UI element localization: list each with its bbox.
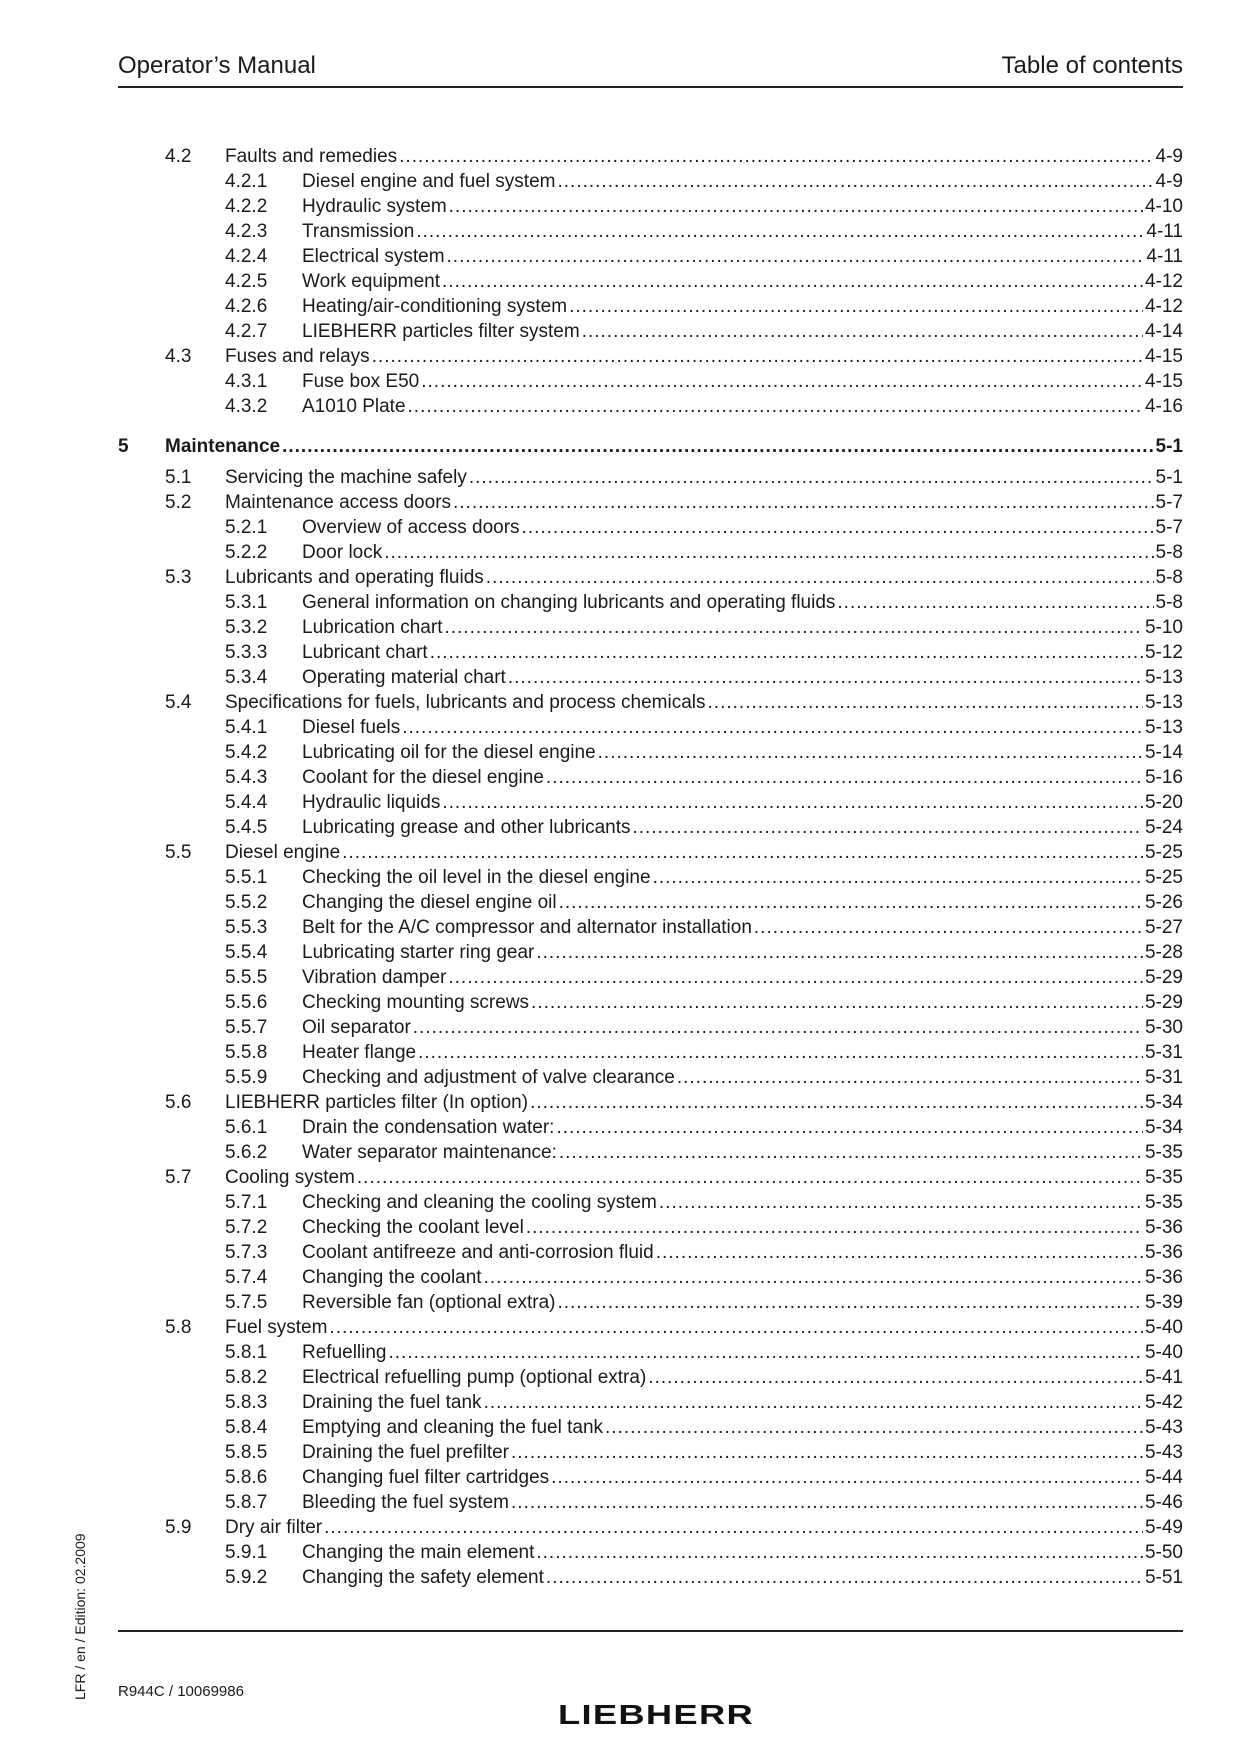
toc-leader-dots (582, 319, 1143, 344)
toc-entry[interactable] (118, 1340, 1183, 1365)
toc-number: 5.7.5 (225, 1292, 268, 1313)
toc-entry[interactable] (118, 890, 1183, 915)
toc-title: Overview of access doors (302, 517, 520, 538)
edition-label: LFR / en / Edition: 02.2009 (72, 1533, 88, 1700)
toc-leader-dots (708, 690, 1143, 715)
toc-title: Electrical refuelling pump (optional extra) (302, 1367, 647, 1388)
toc-title: Checking and cleaning the cooling system (302, 1192, 657, 1213)
toc-leader-dots (430, 640, 1143, 665)
toc-leader-dots (653, 865, 1143, 890)
toc-entry[interactable] (118, 244, 1183, 269)
toc-entry[interactable] (118, 840, 1183, 865)
toc-page-number: 5-36 (1144, 1242, 1183, 1263)
toc-page-number: 5-40 (1144, 1317, 1183, 1338)
toc-leader-dots (442, 790, 1143, 815)
toc-page-number: 5-43 (1144, 1417, 1183, 1438)
toc-number: 5.9.1 (225, 1542, 268, 1563)
toc-page-number: 4-15 (1144, 346, 1183, 367)
toc-title: Lubricant chart (302, 642, 428, 663)
toc-number: 5.3.4 (225, 667, 268, 688)
toc-page-number: 5-28 (1144, 942, 1183, 963)
toc-entry[interactable] (118, 1290, 1183, 1315)
toc-entry[interactable] (118, 1115, 1183, 1140)
toc-page-number: 4-11 (1146, 246, 1183, 267)
toc-title: Hydraulic system (302, 196, 447, 217)
toc-entry[interactable] (118, 990, 1183, 1015)
toc-title: Water separator maintenance: (302, 1142, 557, 1163)
toc-leader-dots (484, 1265, 1143, 1290)
toc-number: 5.9.2 (225, 1567, 268, 1588)
toc-number: 5.8.7 (225, 1492, 268, 1513)
toc-leader-dots (508, 665, 1143, 690)
toc-entry[interactable] (118, 615, 1183, 640)
toc-page-number: 5-10 (1144, 617, 1183, 638)
toc-leader-dots (677, 1065, 1143, 1090)
toc-leader-dots (531, 990, 1143, 1015)
toc-number: 5.8.4 (225, 1417, 268, 1438)
toc-leader-dots (648, 1365, 1143, 1390)
toc-leader-dots (484, 1390, 1143, 1415)
logo-text: LIEBHERR (558, 1700, 754, 1728)
manual-title: Operator’s Manual (118, 52, 316, 79)
toc-number: 5.1 (165, 467, 192, 488)
toc-number: 5.5.5 (225, 967, 268, 988)
toc-title: Fuse box E50 (302, 371, 420, 392)
toc-title: Checking the coolant level (302, 1217, 524, 1238)
toc-page-number: 4-11 (1146, 221, 1183, 242)
toc-entry[interactable] (118, 465, 1183, 490)
toc-page-number: 5-42 (1144, 1392, 1183, 1413)
toc-title: Diesel fuels (302, 717, 401, 738)
toc-title: Drain the condensation water: (302, 1117, 555, 1138)
toc-number: 5.5 (165, 842, 192, 863)
toc-leader-dots (546, 765, 1143, 790)
toc-title: Cooling system (225, 1167, 355, 1188)
toc-number: 5.3.3 (225, 642, 268, 663)
toc-leader-dots (557, 1290, 1143, 1315)
liebherr-logo (558, 1700, 754, 1728)
toc-page-number: 5-13 (1144, 667, 1183, 688)
toc-number: 5.2.1 (225, 517, 268, 538)
toc-entry[interactable] (118, 640, 1183, 665)
toc-title: Oil separator (302, 1017, 411, 1038)
toc-page-number: 5-8 (1155, 567, 1183, 588)
toc-number: 5.5.1 (225, 867, 268, 888)
toc-page-number: 5-12 (1144, 642, 1183, 663)
toc-number: 5.5.2 (225, 892, 268, 913)
toc-page-number: 5-43 (1144, 1442, 1183, 1463)
toc-page-number: 4-15 (1144, 371, 1183, 392)
toc-leader-dots (329, 1315, 1143, 1340)
toc-entry[interactable] (118, 1540, 1183, 1565)
toc-leader-dots (559, 1140, 1143, 1165)
toc-leader-dots (342, 840, 1143, 865)
toc-title: Draining the fuel tank (302, 1392, 482, 1413)
toc-page-number: 5-20 (1144, 792, 1183, 813)
toc-title: Work equipment (302, 271, 440, 292)
toc-number: 5.7.2 (225, 1217, 268, 1238)
toc-number: 5.5.7 (225, 1017, 268, 1038)
toc-entry[interactable] (118, 194, 1183, 219)
toc-leader-dots (511, 1490, 1143, 1515)
toc-page-number: 5-39 (1144, 1292, 1183, 1313)
toc-page-number: 5-13 (1144, 717, 1183, 738)
toc-title: Fuses and relays (225, 346, 370, 367)
page-header (118, 52, 1183, 88)
toc-entry[interactable] (118, 219, 1183, 244)
toc-number: 5.8.1 (225, 1342, 268, 1363)
toc-page-number: 5-36 (1144, 1267, 1183, 1288)
toc-page-number: 5-35 (1144, 1192, 1183, 1213)
toc-entry[interactable] (118, 940, 1183, 965)
toc-number: 4.2.6 (225, 296, 268, 317)
toc-entry[interactable] (118, 269, 1183, 294)
toc-entry[interactable] (118, 394, 1183, 419)
toc-page-number: 5-31 (1144, 1042, 1183, 1063)
toc-leader-dots (536, 1540, 1143, 1565)
section-title: Table of contents (1001, 52, 1183, 79)
toc-number: 5.4.5 (225, 817, 268, 838)
toc-title: Emptying and cleaning the fuel tank (302, 1417, 604, 1438)
toc-page-number: 5-25 (1144, 842, 1183, 863)
toc-entry[interactable] (118, 1040, 1183, 1065)
toc-page-number: 5-29 (1144, 992, 1183, 1013)
toc-page-number: 4-16 (1144, 396, 1183, 417)
toc-page-number: 5-35 (1144, 1142, 1183, 1163)
toc-leader-dots (469, 465, 1154, 490)
toc-page-number: 5-14 (1144, 742, 1183, 763)
toc-title: Draining the fuel prefilter (302, 1442, 509, 1463)
toc-number: 5.7.4 (225, 1267, 268, 1288)
toc-number: 5.4.4 (225, 792, 268, 813)
toc-page-number: 5-49 (1144, 1517, 1183, 1538)
toc-entry[interactable] (118, 790, 1183, 815)
toc-entry[interactable] (118, 965, 1183, 990)
toc-number: 5.4.2 (225, 742, 268, 763)
toc-number: 5.7.1 (225, 1192, 268, 1213)
edition-sidebar (72, 1520, 92, 1720)
toc-number: 5.9 (165, 1517, 192, 1538)
toc-number: 4.2.1 (225, 171, 268, 192)
toc-entry[interactable] (118, 369, 1183, 394)
toc-title: Dry air filter (225, 1517, 323, 1538)
toc-leader-dots (559, 890, 1143, 915)
toc-title: Maintenance access doors (225, 492, 452, 513)
toc-leader-dots (556, 1115, 1143, 1140)
toc-number: 5.5.8 (225, 1042, 268, 1063)
toc-number: 4.2.4 (225, 246, 268, 267)
toc-leader-dots (372, 344, 1143, 369)
toc-number: 4.2 (165, 146, 192, 167)
toc-title: Heater flange (302, 1042, 417, 1063)
toc-page-number: 5-34 (1144, 1117, 1183, 1138)
toc-title: Checking the oil level in the diesel engine (302, 867, 651, 888)
toc-number: 4.3.2 (225, 396, 268, 417)
toc-title: Changing the main element (302, 1542, 535, 1563)
toc-page-number: 5-51 (1144, 1567, 1183, 1588)
toc-title: Lubricants and operating fluids (225, 567, 484, 588)
toc-number: 5.8.2 (225, 1367, 268, 1388)
toc-title: Lubrication chart (302, 617, 443, 638)
toc-title: Vibration damper (302, 967, 447, 988)
toc-entry[interactable] (118, 169, 1183, 194)
toc-leader-dots (324, 1515, 1143, 1540)
toc-title: Coolant for the diesel engine (302, 767, 544, 788)
toc-entry[interactable] (118, 1565, 1183, 1590)
toc-page-number: 5-7 (1155, 517, 1183, 538)
toc-leader-dots (632, 815, 1142, 840)
toc-number: 5.4.1 (225, 717, 268, 738)
toc-title: Diesel engine (225, 842, 341, 863)
toc-leader-dots (659, 1190, 1143, 1215)
toc-page-number: 5-41 (1144, 1367, 1183, 1388)
toc-page-number: 4-12 (1144, 296, 1183, 317)
toc-entry[interactable] (118, 540, 1183, 565)
toc-entry[interactable] (118, 1390, 1183, 1415)
toc-page-number: 5-50 (1144, 1542, 1183, 1563)
toc-page-number: 5-36 (1144, 1217, 1183, 1238)
toc-number: 4.2.7 (225, 321, 268, 342)
toc-title: Coolant antifreeze and anti-corrosion fluid (302, 1242, 654, 1263)
toc-title: Hydraulic liquids (302, 792, 441, 813)
toc-title: Door lock (302, 542, 383, 563)
toc-leader-dots (357, 1165, 1143, 1190)
toc-title: Checking mounting screws (302, 992, 530, 1013)
toc-number: 4.2.5 (225, 271, 268, 292)
toc-entry[interactable] (118, 490, 1183, 515)
toc-entry[interactable] (118, 1240, 1183, 1265)
toc-leader-dots (605, 1415, 1143, 1440)
toc-number: 5.6.1 (225, 1117, 268, 1138)
toc-entry[interactable] (118, 429, 1183, 465)
toc-leader-dots (413, 1015, 1143, 1040)
toc-title: General information on changing lubricants and operating fluids (302, 592, 836, 613)
toc-leader-dots (402, 715, 1143, 740)
document-id: R944C / 10069986 (118, 1683, 244, 1700)
toc-entry[interactable] (118, 740, 1183, 765)
toc-page-number: 5-25 (1144, 867, 1183, 888)
toc-entry[interactable] (118, 1490, 1183, 1515)
toc-title: Maintenance (165, 436, 281, 457)
toc-entry[interactable] (118, 319, 1183, 344)
toc-page-number: 4-9 (1155, 146, 1183, 167)
toc-page-number: 5-26 (1144, 892, 1183, 913)
toc-page-number: 5-34 (1144, 1092, 1183, 1113)
toc-leader-dots (656, 1240, 1143, 1265)
toc-title: Servicing the machine safely (225, 467, 467, 488)
toc-title: Fuel system (225, 1317, 328, 1338)
toc-title: LIEBHERR particles filter system (302, 321, 580, 342)
toc-number: 5.5.6 (225, 992, 268, 1013)
toc-entry[interactable] (118, 144, 1183, 169)
toc-number: 5.4.3 (225, 767, 268, 788)
toc-leader-dots (557, 169, 1153, 194)
toc-number: 5.5.9 (225, 1067, 268, 1088)
toc-leader-dots (449, 194, 1143, 219)
toc-leader-dots (453, 490, 1154, 515)
toc-leader-dots (536, 940, 1143, 965)
toc-entry[interactable] (118, 1515, 1183, 1540)
toc-leader-dots (598, 740, 1143, 765)
toc-leader-dots (551, 1465, 1143, 1490)
toc-title: Checking and adjustment of valve clearance (302, 1067, 675, 1088)
footer-divider (118, 1630, 1183, 1632)
toc-leader-dots (416, 219, 1144, 244)
toc-entry[interactable] (118, 515, 1183, 540)
toc-page-number: 5-8 (1155, 542, 1183, 563)
toc-number: 5.8.6 (225, 1467, 268, 1488)
toc-leader-dots (530, 1090, 1143, 1115)
toc-leader-dots (448, 965, 1143, 990)
toc-entry[interactable] (118, 1015, 1183, 1040)
toc-leader-dots (447, 244, 1145, 269)
toc-number: 5.7.3 (225, 1242, 268, 1263)
toc-number: 5.7 (165, 1167, 192, 1188)
toc-page-number: 5-1 (1155, 467, 1183, 488)
toc-leader-dots (399, 144, 1153, 169)
toc-entry[interactable] (118, 690, 1183, 715)
toc-title: Faults and remedies (225, 146, 398, 167)
toc-title: Changing the safety element (302, 1567, 544, 1588)
toc-leader-dots (282, 429, 1153, 465)
toc-page-number: 4-12 (1144, 271, 1183, 292)
toc-number: 4.3.1 (225, 371, 268, 392)
toc-number: 5.8 (165, 1317, 192, 1338)
toc-title: Electrical system (302, 246, 445, 267)
toc-page-number: 5-46 (1144, 1492, 1183, 1513)
toc-title: Bleeding the fuel system (302, 1492, 510, 1513)
toc-title: Changing the diesel engine oil (302, 892, 557, 913)
toc-leader-dots (389, 1340, 1143, 1365)
toc-entry[interactable] (118, 815, 1183, 840)
toc-title: Belt for the A/C compressor and alternator installation (302, 917, 752, 938)
toc-entry[interactable] (118, 1190, 1183, 1215)
toc-entry[interactable] (118, 1065, 1183, 1090)
toc-entry[interactable] (118, 1465, 1183, 1490)
toc-entry[interactable] (118, 715, 1183, 740)
toc-entry[interactable] (118, 765, 1183, 790)
toc-title: Changing fuel filter cartridges (302, 1467, 550, 1488)
toc-number: 4.3 (165, 346, 192, 367)
toc-page-number: 5-8 (1155, 592, 1183, 613)
toc-leader-dots (408, 394, 1143, 419)
toc-leader-dots (421, 369, 1143, 394)
toc-number: 5.4 (165, 692, 192, 713)
toc-page-number: 5-16 (1144, 767, 1183, 788)
toc-leader-dots (486, 565, 1154, 590)
toc-number: 4.2.3 (225, 221, 268, 242)
toc-leader-dots (526, 1215, 1143, 1240)
toc-entry[interactable] (118, 1090, 1183, 1115)
toc-entry[interactable] (118, 865, 1183, 890)
toc-page-number: 5-40 (1144, 1342, 1183, 1363)
toc-title: Heating/air-conditioning system (302, 296, 568, 317)
toc-leader-dots (418, 1040, 1143, 1065)
toc-entry[interactable] (118, 1440, 1183, 1465)
table-of-contents (118, 144, 1183, 1590)
toc-entry[interactable] (118, 915, 1183, 940)
toc-number: 5.2 (165, 492, 192, 513)
toc-title: Lubricating oil for the diesel engine (302, 742, 596, 763)
toc-entry[interactable] (118, 1140, 1183, 1165)
toc-leader-dots (442, 269, 1143, 294)
toc-title: A1010 Plate (302, 396, 406, 417)
toc-title: Refuelling (302, 1342, 387, 1363)
toc-page-number: 4-10 (1144, 196, 1183, 217)
toc-number: 5.5.3 (225, 917, 268, 938)
toc-number: 5.6.2 (225, 1142, 268, 1163)
toc-page-number: 5-27 (1144, 917, 1183, 938)
toc-number: 5.8.5 (225, 1442, 268, 1463)
toc-page-number: 5-7 (1155, 492, 1183, 513)
toc-number: 5 (118, 436, 129, 457)
toc-page-number: 5-35 (1144, 1167, 1183, 1188)
toc-page-number: 4-9 (1155, 171, 1183, 192)
toc-leader-dots (546, 1565, 1143, 1590)
toc-leader-dots (444, 615, 1143, 640)
toc-leader-dots (754, 915, 1143, 940)
toc-entry[interactable] (118, 665, 1183, 690)
toc-title: Specifications for fuels, lubricants and process chemicals (225, 692, 706, 713)
toc-number: 5.8.3 (225, 1392, 268, 1413)
toc-entry[interactable] (118, 590, 1183, 615)
toc-page-number: 5-1 (1155, 436, 1183, 457)
toc-entry[interactable] (118, 565, 1183, 590)
toc-entry[interactable] (118, 1265, 1183, 1290)
toc-page-number: 5-30 (1144, 1017, 1183, 1038)
toc-number: 5.5.4 (225, 942, 268, 963)
toc-page-number: 5-29 (1144, 967, 1183, 988)
toc-entry[interactable] (118, 1215, 1183, 1240)
toc-page-number: 4-14 (1144, 321, 1183, 342)
toc-page-number: 5-44 (1144, 1467, 1183, 1488)
toc-entry[interactable] (118, 344, 1183, 369)
toc-number: 4.2.2 (225, 196, 268, 217)
toc-leader-dots (384, 540, 1153, 565)
toc-leader-dots (569, 294, 1143, 319)
toc-page-number: 5-31 (1144, 1067, 1183, 1088)
toc-title: LIEBHERR particles filter (In option) (225, 1092, 529, 1113)
toc-number: 5.3 (165, 567, 192, 588)
toc-entry[interactable] (118, 1365, 1183, 1390)
toc-entry[interactable] (118, 1315, 1183, 1340)
toc-leader-dots (522, 515, 1154, 540)
toc-leader-dots (837, 590, 1153, 615)
toc-entry[interactable] (118, 294, 1183, 319)
toc-entry[interactable] (118, 1165, 1183, 1190)
toc-title: Changing the coolant (302, 1267, 482, 1288)
toc-title: Transmission (302, 221, 415, 242)
toc-leader-dots (511, 1440, 1143, 1465)
toc-title: Lubricating starter ring gear (302, 942, 535, 963)
toc-page-number: 5-13 (1144, 692, 1183, 713)
toc-page-number: 5-24 (1144, 817, 1183, 838)
toc-title: Diesel engine and fuel system (302, 171, 556, 192)
toc-entry[interactable] (118, 1415, 1183, 1440)
toc-title: Lubricating grease and other lubricants (302, 817, 631, 838)
toc-number: 5.3.2 (225, 617, 268, 638)
toc-number: 5.2.2 (225, 542, 268, 563)
toc-title: Reversible fan (optional extra) (302, 1292, 556, 1313)
toc-title: Operating material chart (302, 667, 506, 688)
toc-number: 5.6 (165, 1092, 192, 1113)
toc-number: 5.3.1 (225, 592, 268, 613)
